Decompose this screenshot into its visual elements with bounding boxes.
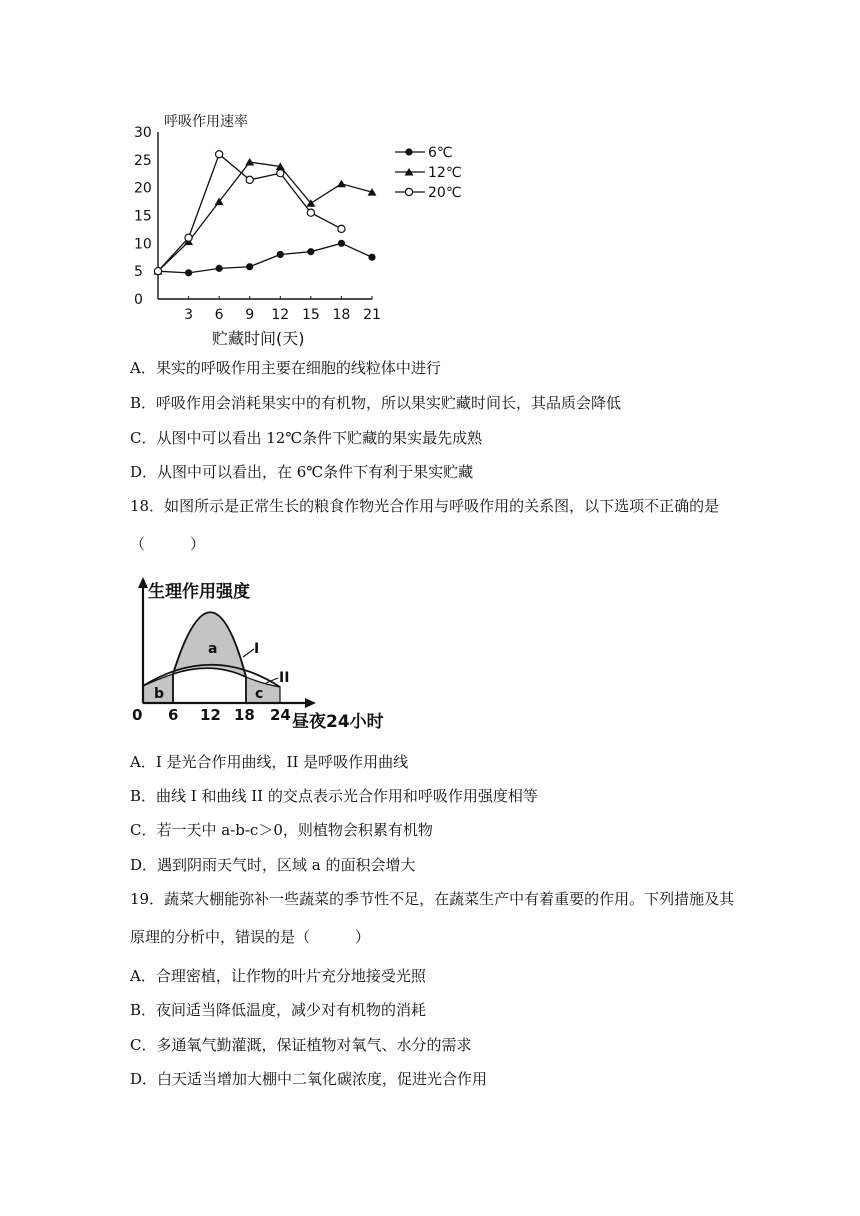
x-axis-arrow [305, 698, 316, 708]
x-tick-6: 6 [168, 706, 179, 724]
y-tick-25: 25 [134, 152, 152, 169]
legend-label-12c: 12℃ [428, 165, 462, 181]
y-tick-10: 10 [134, 236, 152, 253]
data-point-s0-2 [216, 265, 223, 272]
q19-option-a: A．合理密植，让作物的叶片充分地接受光照 [130, 967, 426, 985]
q18-stem: 18．如图所示是正常生长的粮食作物光合作用与呼吸作用的关系图，以下选项不正确的是 [130, 497, 720, 515]
data-point-s2-4 [277, 170, 284, 177]
data-point-s1-3 [245, 158, 254, 166]
x-tick-12: 12 [271, 307, 290, 323]
q17-option-d: D．从图中可以看出，在 6℃条件下有利于果实贮藏 [130, 463, 474, 481]
x-axis-label: 昼夜24小时 [292, 712, 384, 732]
data-point-s0-6 [338, 240, 345, 247]
y-tick-30: 30 [134, 125, 152, 141]
y-tick-15: 15 [134, 208, 152, 225]
data-point-s0-5 [307, 248, 314, 255]
q19-stem-line1: 19．蔬菜大棚能弥补一些蔬菜的季节性不足，在蔬菜生产中有着重要的作用。下列措施及其 [130, 890, 735, 908]
y-axis-arrow [138, 577, 148, 588]
x-tick-0: 0 [132, 706, 143, 724]
q18-option-d: D．遇到阴雨天气时，区域 a 的面积会增大 [130, 856, 416, 874]
legend-marker-20c [405, 188, 412, 195]
data-point-s0-1 [185, 269, 192, 276]
legend-label-6c: 6℃ [428, 145, 453, 161]
region-label-b: b [154, 686, 165, 702]
q18-option-c: C．若一天中 a-b-c＞0，则植物会积累有机物 [130, 821, 433, 839]
photosynthesis-respiration-chart [128, 575, 418, 735]
x-tick-6: 6 [214, 307, 224, 323]
x-tick-24: 24 [270, 706, 291, 724]
y-tick-0: 0 [134, 292, 143, 308]
chart-title: 生理作用强度 [148, 582, 250, 602]
y-tick-20: 20 [134, 180, 152, 197]
region-label-c: c [255, 686, 264, 702]
x-tick-21: 21 [363, 307, 381, 323]
q19-stem-line2: 原理的分析中，错误的是（ ） [130, 928, 371, 946]
q18-answer-bracket: （ ） [130, 535, 206, 553]
y-tick-5: 5 [134, 264, 143, 281]
q17-option-c: C．从图中可以看出 12℃条件下贮藏的果实最先成熟 [130, 429, 483, 447]
x-axis-label: 贮藏时间(天) [212, 329, 305, 348]
data-point-s1-2 [215, 198, 224, 206]
data-point-s2-5 [307, 209, 314, 216]
curve-label-ii: II [279, 670, 290, 686]
curve-label-i: I [254, 641, 260, 657]
x-tick-18: 18 [332, 307, 351, 323]
x-tick-9: 9 [245, 307, 255, 323]
legend-label-20c: 20℃ [428, 185, 462, 201]
respiration-rate-chart [120, 108, 480, 358]
x-tick-15: 15 [301, 307, 320, 323]
data-point-s2-3 [246, 176, 253, 183]
x-tick-12: 12 [200, 706, 221, 724]
q18-option-b: B．曲线 I 和曲线 II 的交点表示光合作用和呼吸作用强度相等 [130, 787, 538, 805]
series-line-1 [158, 162, 372, 271]
data-point-s2-6 [338, 225, 345, 232]
data-point-s0-4 [277, 251, 284, 258]
q19-option-d: D．白天适当增加大棚中二氧化碳浓度，促进光合作用 [130, 1070, 488, 1088]
region-label-a: a [208, 641, 218, 657]
q19-option-b: B．夜间适当降低温度，减少对有机物的消耗 [130, 1001, 427, 1019]
data-point-s2-0 [154, 268, 161, 275]
legend [395, 145, 462, 201]
series-line-0 [158, 243, 372, 273]
data-point-s2-1 [185, 234, 192, 241]
q18-option-a: A．I 是光合作用曲线，II 是呼吸作用曲线 [130, 753, 409, 771]
data-point-s0-3 [246, 263, 253, 270]
q17-option-a: A．果实的呼吸作用主要在细胞的线粒体中进行 [130, 359, 441, 377]
legend-marker-6c [405, 148, 412, 155]
data-point-s2-2 [216, 151, 223, 158]
x-tick-18: 18 [234, 706, 255, 724]
data-point-s0-7 [368, 254, 375, 261]
q17-option-b: B．呼吸作用会消耗果实中的有机物，所以果实贮藏时间长，其品质会降低 [130, 394, 622, 412]
data-point-s1-6 [337, 180, 346, 188]
x-tick-3: 3 [184, 307, 194, 323]
q19-option-c: C．多通氧气勤灌溉，保证植物对氧气、水分的需求 [130, 1036, 472, 1054]
chart-title: 呼吸作用速率 [164, 114, 248, 130]
